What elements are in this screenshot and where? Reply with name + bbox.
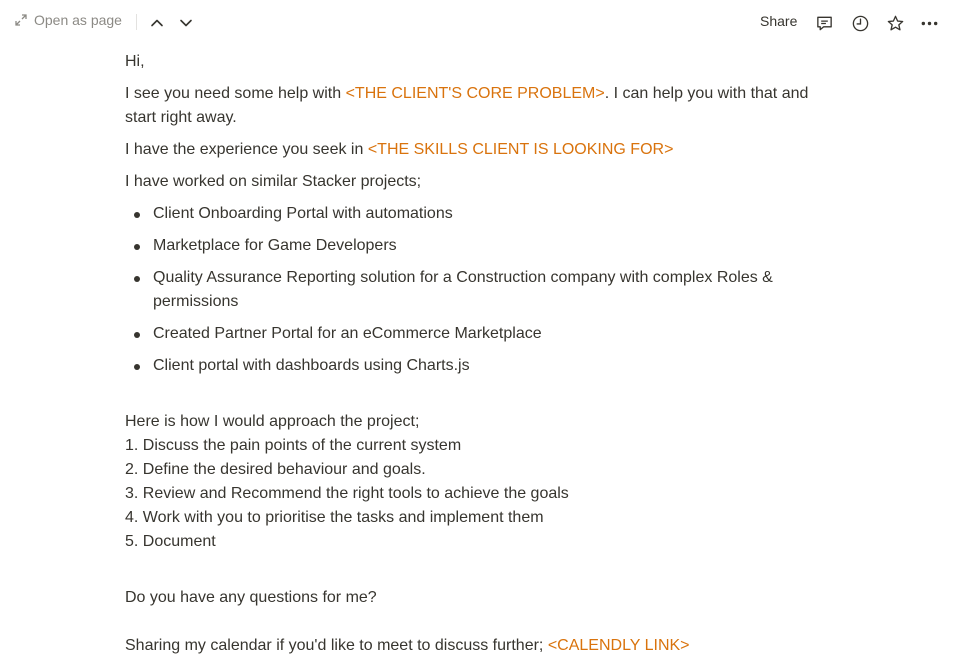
approach-block[interactable] bbox=[125, 410, 825, 554]
open-as-page-label: Open as page bbox=[34, 12, 122, 28]
step-item: 3. Review and Recommend the right tools to achieve the goals bbox=[125, 485, 569, 502]
previous-page-button[interactable] bbox=[146, 12, 168, 34]
skills-text-pre: I have the experience you seek in bbox=[125, 141, 368, 158]
skills-placeholder: <THE SKILLS CLIENT IS LOOKING FOR> bbox=[367, 141, 674, 158]
share-button[interactable]: Share bbox=[760, 13, 798, 29]
open-as-page-button[interactable] bbox=[14, 12, 122, 28]
calendar-paragraph[interactable] bbox=[125, 634, 825, 658]
skills-paragraph[interactable] bbox=[125, 138, 825, 162]
divider bbox=[136, 14, 137, 30]
list-item[interactable]: Client portal with dashboards using Charts.js bbox=[125, 354, 825, 378]
step-item: 5. Document bbox=[125, 533, 216, 550]
problem-text-pre: I see you need some help with bbox=[125, 85, 346, 102]
calendly-link-placeholder: <CALENDLY LINK> bbox=[547, 637, 690, 654]
client-problem-placeholder: <THE CLIENT'S CORE PROBLEM> bbox=[345, 85, 605, 102]
question-paragraph[interactable]: Do you have any questions for me? bbox=[125, 589, 377, 606]
next-page-button[interactable] bbox=[175, 12, 197, 34]
problem-paragraph[interactable] bbox=[125, 82, 825, 130]
star-icon bbox=[886, 14, 905, 33]
favorite-button[interactable] bbox=[883, 11, 907, 35]
chevron-up-icon bbox=[149, 15, 165, 31]
step-item: 1. Discuss the pain points of the current system bbox=[125, 437, 462, 454]
page-content[interactable] bbox=[125, 50, 825, 658]
top-bar bbox=[0, 0, 956, 44]
approach-intro: Here is how I would approach the project; bbox=[125, 413, 420, 430]
projects-list bbox=[125, 202, 825, 378]
step-item: 4. Work with you to prioritise the tasks and implement them bbox=[125, 509, 544, 526]
list-item[interactable]: Created Partner Portal for an eCommerce Marketplace bbox=[125, 322, 825, 346]
greeting[interactable]: Hi, bbox=[125, 53, 145, 70]
list-item[interactable]: Client Onboarding Portal with automations bbox=[125, 202, 825, 226]
history-icon bbox=[851, 14, 870, 33]
history-button[interactable] bbox=[848, 11, 872, 35]
expand-icon bbox=[14, 13, 28, 27]
step-item: 2. Define the desired behaviour and goals. bbox=[125, 461, 426, 478]
list-item[interactable]: Marketplace for Game Developers bbox=[125, 234, 825, 258]
calendar-text-pre: Sharing my calendar if you'd like to meet to discuss further; bbox=[125, 637, 548, 654]
comment-icon bbox=[815, 14, 834, 33]
problem-text-post: . I can help you with that and start right away. bbox=[125, 85, 809, 126]
chevron-down-icon bbox=[178, 15, 194, 31]
more-icon bbox=[920, 14, 939, 33]
projects-intro[interactable]: I have worked on similar Stacker projects; bbox=[125, 173, 422, 190]
more-options-button[interactable] bbox=[917, 11, 941, 35]
list-item[interactable]: Quality Assurance Reporting solution for a Construction company with complex Roles & permissions bbox=[125, 266, 825, 314]
comments-button[interactable] bbox=[812, 11, 836, 35]
